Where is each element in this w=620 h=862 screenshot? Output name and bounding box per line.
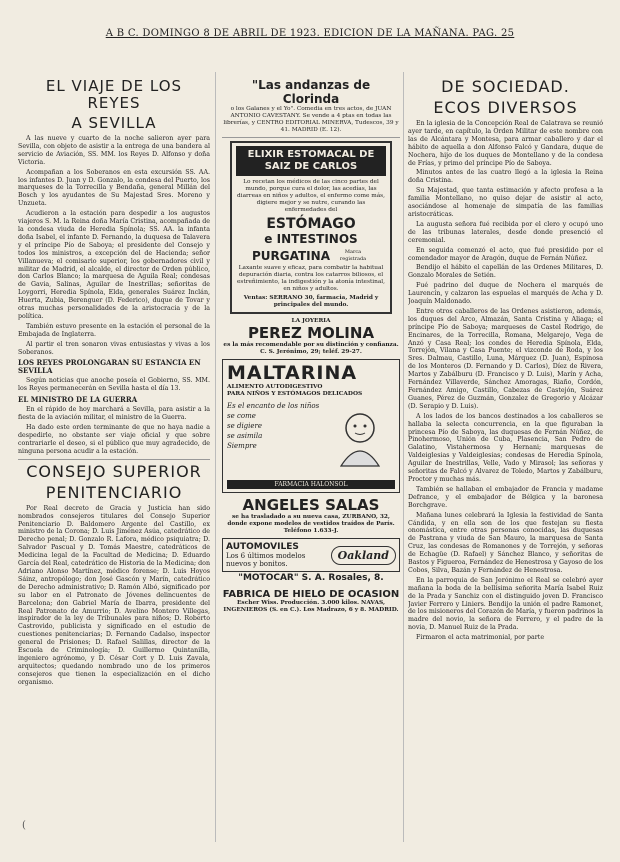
- ad-text: Escher Wiss. Producción. 3.000 kilos. NAVAS, INGENIEROS (S. en C.). Los Madrazo, 6 y 8. MADRID.: [223, 600, 399, 613]
- ad-headline: ESTÓMAGO: [266, 216, 356, 232]
- paragraph: En seguida comenzó el acto, que fué presidido por el comendador mayor de Aragón, duque de Fernán Núñez.: [408, 246, 603, 262]
- section-title: DE SOCIEDAD.: [441, 78, 570, 96]
- paragraph: Acompañan a los Soberanos en esta excursión SS. AA. los infantes D. Juan y D. Gonzalo, la condesa del Puerto, los marqueses de la Torrecilla y Bendaña, general Millán del Bosch y los ayudantes de Su Majestad Sres. Moreno y Unzueta.: [18, 168, 210, 208]
- ad-text: Lo recetan los médicos de las cinco partes del mundo, porque cura el dolor, las acedías, las diarreas en niños y adultos, el enfermo come más, digiere mejor y se nutre, curando las enfermedades del: [237, 179, 385, 213]
- paragraph: En el rápido de hoy marchará a Sevilla, para asistir a la fiesta de la aviación militar, el ministro de la Guerra.: [18, 406, 210, 422]
- ad-brand: PURGATINA: [252, 249, 330, 263]
- right-column: [408, 78, 603, 644]
- column-rule-1: [215, 72, 216, 842]
- paragraph: Ha dado este orden terminante de que no haya nadie a despedirle, no obstante ser viaje oficial y que sobre contrariarle el deseo, si el público que muy agradecido, de ninguna persona acudir a la estación.: [18, 424, 210, 455]
- ad-text: o los Galanes y el Yo". Comedia en tres actos, de JUAN ANTONIO CAVESTANY. Se vende a 4 ptas en todas las librerías, y CENTRO EDITORIAL MINERVA, Tudescos, 39 y 41. MADRID (E. 12).: [223, 106, 399, 133]
- ad-line: Siempre: [227, 442, 257, 450]
- ad-elixir: [230, 141, 392, 314]
- ad-line: nuevos y bonitos.: [226, 560, 288, 568]
- ad-angeles-salas: [222, 497, 400, 535]
- divider: [18, 459, 210, 460]
- article-title-line1: CONSEJO SUPERIOR: [26, 461, 202, 481]
- paragraph: Minutos antes de las cuatro llegó a la iglesia la Reina doña Cristina.: [408, 169, 603, 185]
- paragraph: Por Real decreto de Gracia y Justicia han sido nombrados consejeros titulares del Consejo Superior Penitenciario D. Baldomero Argente del Castillo, ex ministro de la Corona; D. Luis Jiménez Asúa, catedrático de Derecho penal; D. Gonzalo R. Lafora, médico psiquiatra; D. Salvador Pascual y D. Tomás Maestre, catedráticos de Medicina legal de la Facultad de Medicina; D. Eduardo García del Real, catedrático de Historia de la Medicina; don Adriano Alonso Martínez, médico forense; D. Luis Hoyos Sáinz, antropólogo; don José Gascón y Marín, catedrático de Derecho administrativo; D. Ramón Albó, significado por su labor en el Patronato de Jóvenes delincuentes de Barcelona; don Gabriel María de Ibarra, presidente del Real Patronato de Amurrio; D. Avelino Montero Villegas, inspirador de la ley de Tribunales para niños; D. Roberto Castrovido, publicista y significado en el estudio de cuestiones penitenciarias; D. Fernando Cadalso, inspector general de Prisiones; D. Rafael Salillas, director de la Escuela de Criminología; D. Guillermo Quintanilla, ingeniero agrónomo, y D. César Cort y D. Luis Zavala, arquitectos; quedando nombrado uno de los primeros consejeros que tienen la especialización en el dicho organismo.: [18, 504, 210, 686]
- ad-line: se digiere: [227, 422, 263, 430]
- ad-line: se come: [227, 412, 256, 420]
- paragraph: En la parroquia de San Jerónimo el Real se celebró ayer mañana la boda de la bellísima señorita María Isabel Ruiz de la Prada y Sanchiz con el distinguido joven D. Francisco Javier Ferrero y Liniers. Bendijo la unión el padre Ramonet, de los misioneros del Corazón de María, y fueron padrinos la madre del novio, la señora de Ferrero, y el padre de la novia, D. Manuel Ruiz de la Prada.: [408, 576, 603, 632]
- paragraph: También se hallaban el embajador de Francia y madame Defrance, y el embajador de Bélgica y la baronesa Borchgrave.: [408, 485, 603, 509]
- ad-clorinda: [222, 78, 400, 134]
- header-text: A B C. DOMINGO 8 DE ABRIL DE 1923. EDICION DE LA MAÑANA. PAG. 25: [105, 28, 515, 39]
- subheading: LOS REYES PROLONGARAN SU ESTANCIA EN SEVILLA: [18, 358, 201, 376]
- ad-headline: e INTESTINOS: [264, 232, 358, 246]
- paragraph: Entre otros caballeros de las Ordenes asistieron, además, los duques del Arco, Almazán, Santa Cristina y Aliaga; el príncipe Pío de Saboya; marqueses de Castel Rodrigo, de Encinares, de la Torrecilla, Romana, Melgarejo, Vega de Anzó y Casa Real; los condes de Heredia Spínola, Elda, Torrejón, Vilana y Casa Puente; el vizconde de Roda, y los Sres. Dalmau, Castillo, Luna, Márquez (D. Juan), Espinosa de los Monteros (D. Fernando y D. Carlos), Díez de Rivera, Martos y Zabálburu (D. Francisco y D. Luis), Marín y Acha, Fernández Villaverde, Sánchez Amoragas, Riaño, Cordón, Fernández Amigo, Castillo, Cabezas de Castejón, Suárez Guanes, Pérez de Guzmán, Gonzalez de Gregorio y Alcázar (D. Serapio y D. Luis).: [408, 307, 603, 410]
- ad-joyeria: [222, 318, 400, 356]
- paragraph: En la iglesia de la Concepción Real de Calatrava se reunió ayer tarde, en capítulo, la Orden Militar de este nombre con las de Alcántara y Montesa, para armar caballero y dar el hábito de aquella a don Alfonso Falcó y Gandara, duque de Nochera, hijo de los duques de Montellano y de la condesa de Frías, y primo del príncipe Pío de Saboya.: [408, 120, 603, 167]
- ad-sales: Ventas: SERRANO 30, farmacia, Madrid y principales del mundo.: [243, 295, 379, 308]
- ad-text: es la más recomendable por su distinción y confianza. C. S. Jerónimo, 29; teléf. 29-27.: [223, 342, 399, 355]
- left-column: [18, 78, 210, 689]
- ad-trademark: Marca registrada: [339, 249, 367, 262]
- page-header: [0, 28, 620, 39]
- ad-small-title: LA JOYERIA: [291, 318, 331, 324]
- paragraph: Mañana lunes celebrará la Iglesia la festividad de Santa Cándida, y en ella son de los que festejan su fiesta onomástica, entre otras personas conocidas, las duquesas de Pastrana y viuda de San Mauro, la marquesa de Santa Cruz, las condesas de Romanones y de Torrejón, y señoras de Echagüe (D. Rafael) y Sánchez Blanco, y señoritas de Bastos y Figueroa, Fernández de Henestrosa y Gayoso de los Cobos, Silva, Bazán y Fernández de Henestrosa.: [408, 511, 603, 574]
- ad-text: se ha trasladado a su nueva casa, ZURBANO, 32, donde expone modelos de vestidos traídos de París. Teléfono 1.633-J.: [227, 514, 395, 534]
- paragraph: Según noticias que anoche poseía el Gobierno, SS. MM. los Reyes permanecerán en Sevilla hasta el día 13.: [18, 377, 210, 393]
- ad-line: Es el encanto de los niños: [227, 402, 320, 410]
- ad-line: Los 6 últimos modelos: [226, 552, 306, 560]
- middle-column: [222, 78, 400, 614]
- paragraph: Bendijo el hábito el capellán de las Ordenes Militares, D. Gonzalo Morales de Setién.: [408, 264, 603, 280]
- section-subtitle: ECOS DIVERSOS: [433, 98, 578, 117]
- article-title-line2: PENITENCIARIO: [45, 482, 183, 502]
- ad-text: Laxante suave y eficaz, para combatir la habitual depuración diaria, contra los catarros biliosos, el estreñimiento, la indigestión y la atonía intestinal, en niños y adultos.: [236, 265, 386, 292]
- paragraph: Fué padrino del duque de Nochera el marqués de Laurencín, y calzaron las espuelas el marqués de Acha y D. Joaquín Maldonado.: [408, 282, 603, 306]
- ad-maltarina: [222, 359, 400, 493]
- ad-title: MALTARINA: [227, 362, 358, 384]
- ad-title: PEREZ MOLINA: [247, 324, 375, 342]
- ad-automoviles: [222, 538, 400, 572]
- ad-subtitle: PARA NIÑOS Y ESTÓMAGOS DELICADOS: [227, 391, 363, 397]
- ad-brand-logo: Oakland: [331, 546, 396, 565]
- child-illustration: [329, 406, 391, 468]
- paragraph: A los lados de los bancos destinados a los caballeros se hallaba la selecta concurrencia, en la que figuraban la princesa Pío de Saboya, las duquesas de Fernán Núñez, de Pinohermoso, Unión de Cuba, Plasencia, San Pedro de Galatino, Vistahermosa y Hernani; marquesas de Valdeiglesias y Valdeiglesias; condesas de Heredia Spínola, Aguilar de Inestrillas, Velle, Vado y Mirasol; las señoras y señoritas de Falcó y Alvarez de Toledo, Martos y Zabálburu, Proctor y muchas más.: [408, 412, 603, 483]
- paragraph: La augusta señora fué recibida por el clero y ocupó uno de las tribunas laterales, desde donde presenció el ceremonial.: [408, 220, 603, 244]
- paragraph: A las nueve y cuarto de la noche salieron ayer para Sevilla, con objeto de asistir a la entrega de una bandera al servicio de Aviación, SS. MM. los Reyes D. Alfonso y doña Victoria.: [18, 135, 210, 166]
- paragraph: Firmaron el acta matrimonial, por parte: [416, 634, 545, 642]
- paragraph: Al partir el tren sonaron vivas entusiastas y vivas a los Soberanos.: [18, 340, 210, 356]
- subheading: EL MINISTRO DE LA GUERRA: [18, 395, 138, 405]
- divider: [222, 137, 400, 138]
- ad-subtitle: ALIMENTO AUTODIGESTIVO: [227, 384, 323, 390]
- ad-fabrica-hielo: [222, 589, 400, 614]
- ad-title: "Las andanzas de Clorinda: [251, 78, 371, 106]
- column-rule-2: [403, 72, 404, 842]
- ad-line: se asimila: [227, 432, 263, 440]
- ad-motocar: "MOTOCAR" S. A. Rosales, 8.: [238, 573, 384, 583]
- ad-title: AUTOMOVILES: [226, 542, 299, 552]
- article-title-line2: A SEVILLA: [71, 114, 157, 132]
- paragraph: También estuvo presente en la estación el personal de la Embajada de Inglaterra.: [18, 322, 210, 338]
- paragraph: Acudieron a la estación para despedir a los augustos viajeros S. M. la Reina doña María Cristina, acompañada de la condesa viuda de Heredia Spínola; SS. AA. la infanta doña Isabel, el infante D. Fernando, la duquesa de Talavera y el príncipe Pío de Saboya; el presidente del Consejo y todos los ministros, a excepción del de Hacienda; señor Villanueva; el comisario superior, los gobernadores civil y militar de Madrid, el alcalde, el director de Orden público, don Carlos Blanco; la marquesa de Aguila Real; condesas de Gavia, Salinas, Aguilar de Inestrillas; señoritas de Loygorri, Heredia Spínola, Elda, generales Suárez Inclán, Huerta, Zubia, Berenguer (D. Federico), duque de Tovar y otras muchas personalidades de la aristocracia y de la política.: [18, 210, 210, 320]
- ad-title: ELIXIR ESTOMACAL DE SAIZ DE CARLOS: [236, 146, 386, 176]
- ad-footer: FARMACIA HALONSOL: [227, 480, 395, 489]
- article-title-line1: EL VIAJE DE LOS REYES: [45, 78, 183, 112]
- paragraph: Su Majestad, que tanta estimación y afecto profesa a la familia Montellano, no quiso dejar de asistir al acto, asociándose al homenaje de simpatía de las familias aristocráticas.: [408, 187, 603, 218]
- ad-title: FABRICA DE HIELO DE OCASION: [222, 589, 400, 600]
- margin-mark: (: [22, 820, 26, 831]
- ad-title: ANGELES SALAS: [242, 496, 380, 514]
